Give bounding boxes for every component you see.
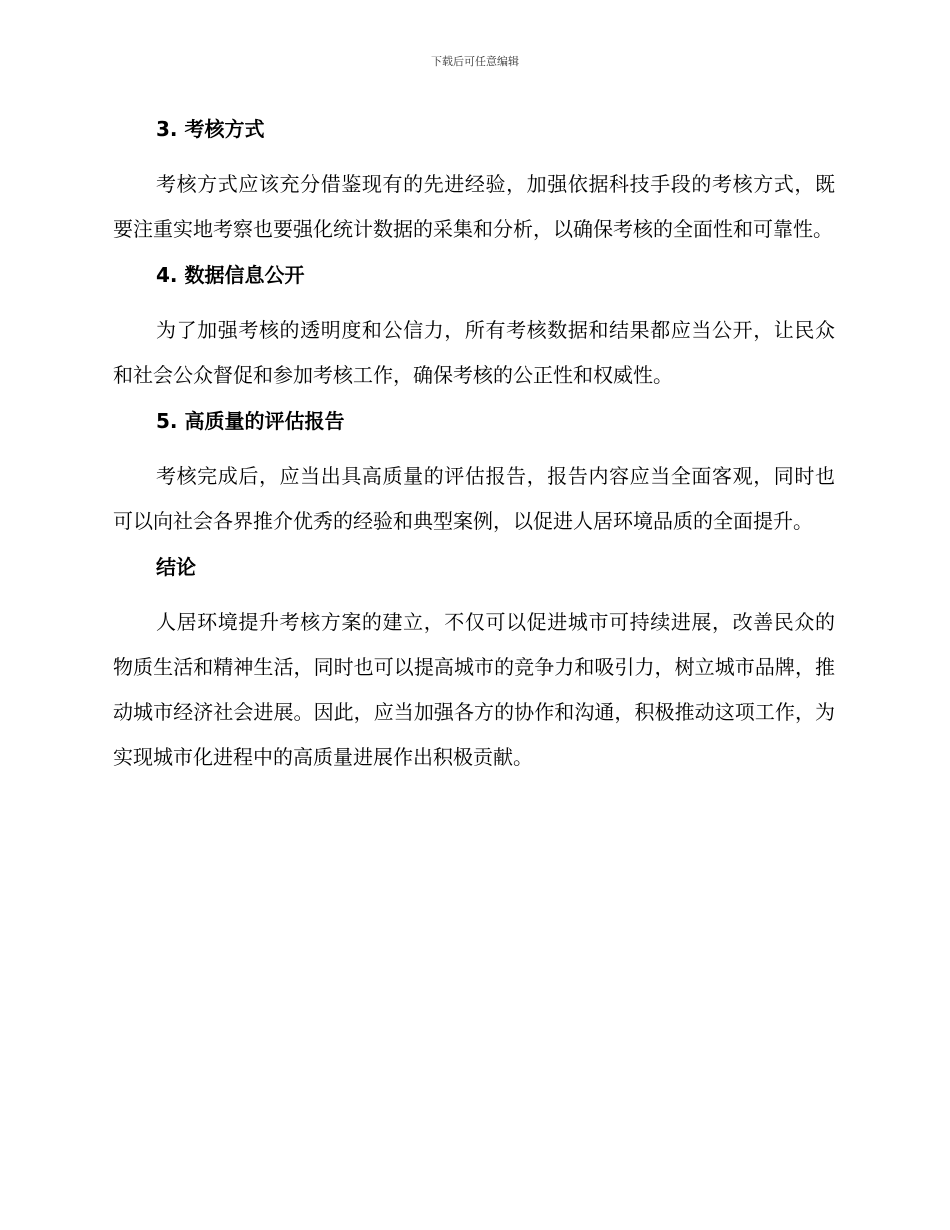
section-heading: 4. 数据信息公开 (156, 263, 305, 287)
section-paragraph: 为了加强考核的透明度和公信力，所有考核数据和结果都应当公开，让民众和社会公众督促和参加考核工作，确保考核的公正性和权威性。 (113, 318, 835, 387)
section-heading: 结论 (156, 555, 196, 579)
section-paragraph: 人居环境提升考核方案的建立，不仅可以促进城市可持续进展，改善民众的物质生活和精神生活，同时也可以提高城市的竞争力和吸引力，树立城市品牌，推动城市经济社会进展。因此，应当加强各方的协作和沟通，积极推动这项工作，为实现城市化进程中的高质量进展作出积极贡献。 (113, 610, 835, 769)
page-header-note: 下载后可任意编辑 (431, 55, 519, 68)
section-evaluation-report (113, 404, 835, 544)
section-data-disclosure (113, 258, 835, 398)
document-body (113, 112, 835, 786)
section-heading: 3. 考核方式 (156, 117, 265, 141)
section-heading: 5. 高质量的评估报告 (156, 409, 345, 433)
section-paragraph: 考核方式应该充分借鉴现有的先进经验，加强依据科技手段的考核方式，既要注重实地考察也要强化统计数据的采集和分析，以确保考核的全面性和可靠性。 (113, 172, 835, 241)
section-paragraph: 考核完成后，应当出具高质量的评估报告，报告内容应当全面客观，同时也可以向社会各界推介优秀的经验和典型案例，以促进人居环境品质的全面提升。 (113, 464, 835, 533)
section-assessment-method (113, 112, 835, 252)
section-conclusion (113, 550, 835, 780)
